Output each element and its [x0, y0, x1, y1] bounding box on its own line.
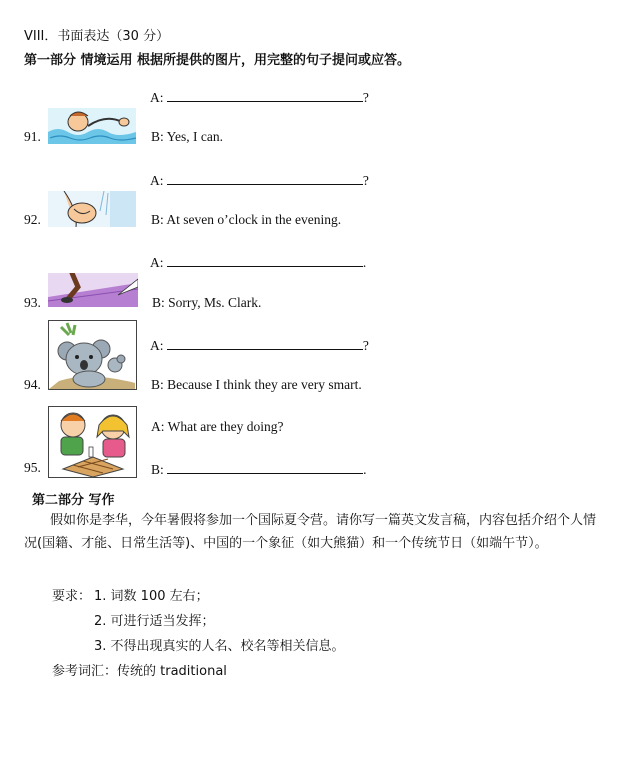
koala-picture — [48, 320, 137, 390]
requirement-item: 3. 不得出现真实的人名、校名等相关信息。 — [94, 639, 345, 654]
q93-number: 93. — [24, 295, 41, 310]
requirements-label: 要求： — [52, 589, 92, 604]
section-title: VIII．书面表达（30 分） — [24, 29, 170, 44]
requirement-item: 1. 词数 100 左右； — [94, 589, 209, 604]
vocab-text: 传统的 traditional — [117, 664, 227, 679]
swimming-icon — [48, 108, 136, 144]
writing-prompt: 假如你是李华，今年暑假将参加一个国际夏令营。请你写一篇英文发言稿，内容包括介绍个人情况(国籍、才能、日常生活等)、中国的一个象征（如大熊猫）和一个传统节日（如端午节）。 — [24, 513, 597, 551]
running-icon — [48, 273, 138, 307]
q94-answer-blank[interactable] — [167, 336, 363, 350]
q93-line-a: A: . — [150, 255, 367, 270]
q95-number: 95. — [24, 460, 41, 475]
q91-line-a: A: ? — [150, 90, 369, 105]
requirement-item: 2. 可进行适当发挥； — [94, 614, 215, 629]
koala-icon — [49, 321, 136, 389]
running-picture — [48, 273, 138, 307]
q95-line-b: B: . — [151, 462, 367, 477]
q92-line-b: B: At seven o’clock in the evening. — [151, 212, 342, 227]
q91-number: 91. — [24, 129, 41, 144]
q95-answer-blank[interactable] — [167, 460, 363, 474]
q91-line-b: B: Yes, I can. — [151, 129, 224, 144]
shower-icon — [48, 191, 136, 227]
q92-answer-b: At seven o’clock in the evening. — [166, 212, 342, 227]
vocab-label: 参考词汇： — [52, 664, 118, 679]
q95-question-a: What are they doing? — [167, 419, 284, 434]
q93-line-b: B: Sorry, Ms. Clark. — [152, 295, 262, 310]
q92-line-a: A: ? — [150, 173, 369, 188]
q95-line-a: A: What are they doing? — [151, 419, 284, 434]
q94-line-b: B: Because I think they are very smart. — [151, 377, 362, 392]
q94-answer-b: Because I think they are very smart. — [167, 377, 362, 392]
kids-chess-picture — [48, 406, 137, 478]
q93-answer-b: Sorry, Ms. Clark. — [168, 295, 262, 310]
vocab-line — [52, 660, 227, 679]
part1-heading: 第一部分 情境运用 根据所提供的图片，用完整的句子提问或应答。 — [24, 53, 411, 68]
q92-answer-blank[interactable] — [167, 171, 363, 185]
q94-line-a: A: ? — [150, 338, 369, 353]
showering-picture — [48, 191, 136, 227]
q91-answer-blank[interactable] — [167, 88, 363, 102]
q92-number: 92. — [24, 212, 41, 227]
swimming-picture — [48, 108, 136, 144]
q91-answer-b: Yes, I can. — [166, 129, 224, 144]
q94-number: 94. — [24, 377, 41, 392]
part2-heading: 第二部分 写作 — [32, 493, 115, 508]
q93-answer-blank[interactable] — [167, 253, 363, 267]
kids-chess-icon — [49, 407, 136, 477]
